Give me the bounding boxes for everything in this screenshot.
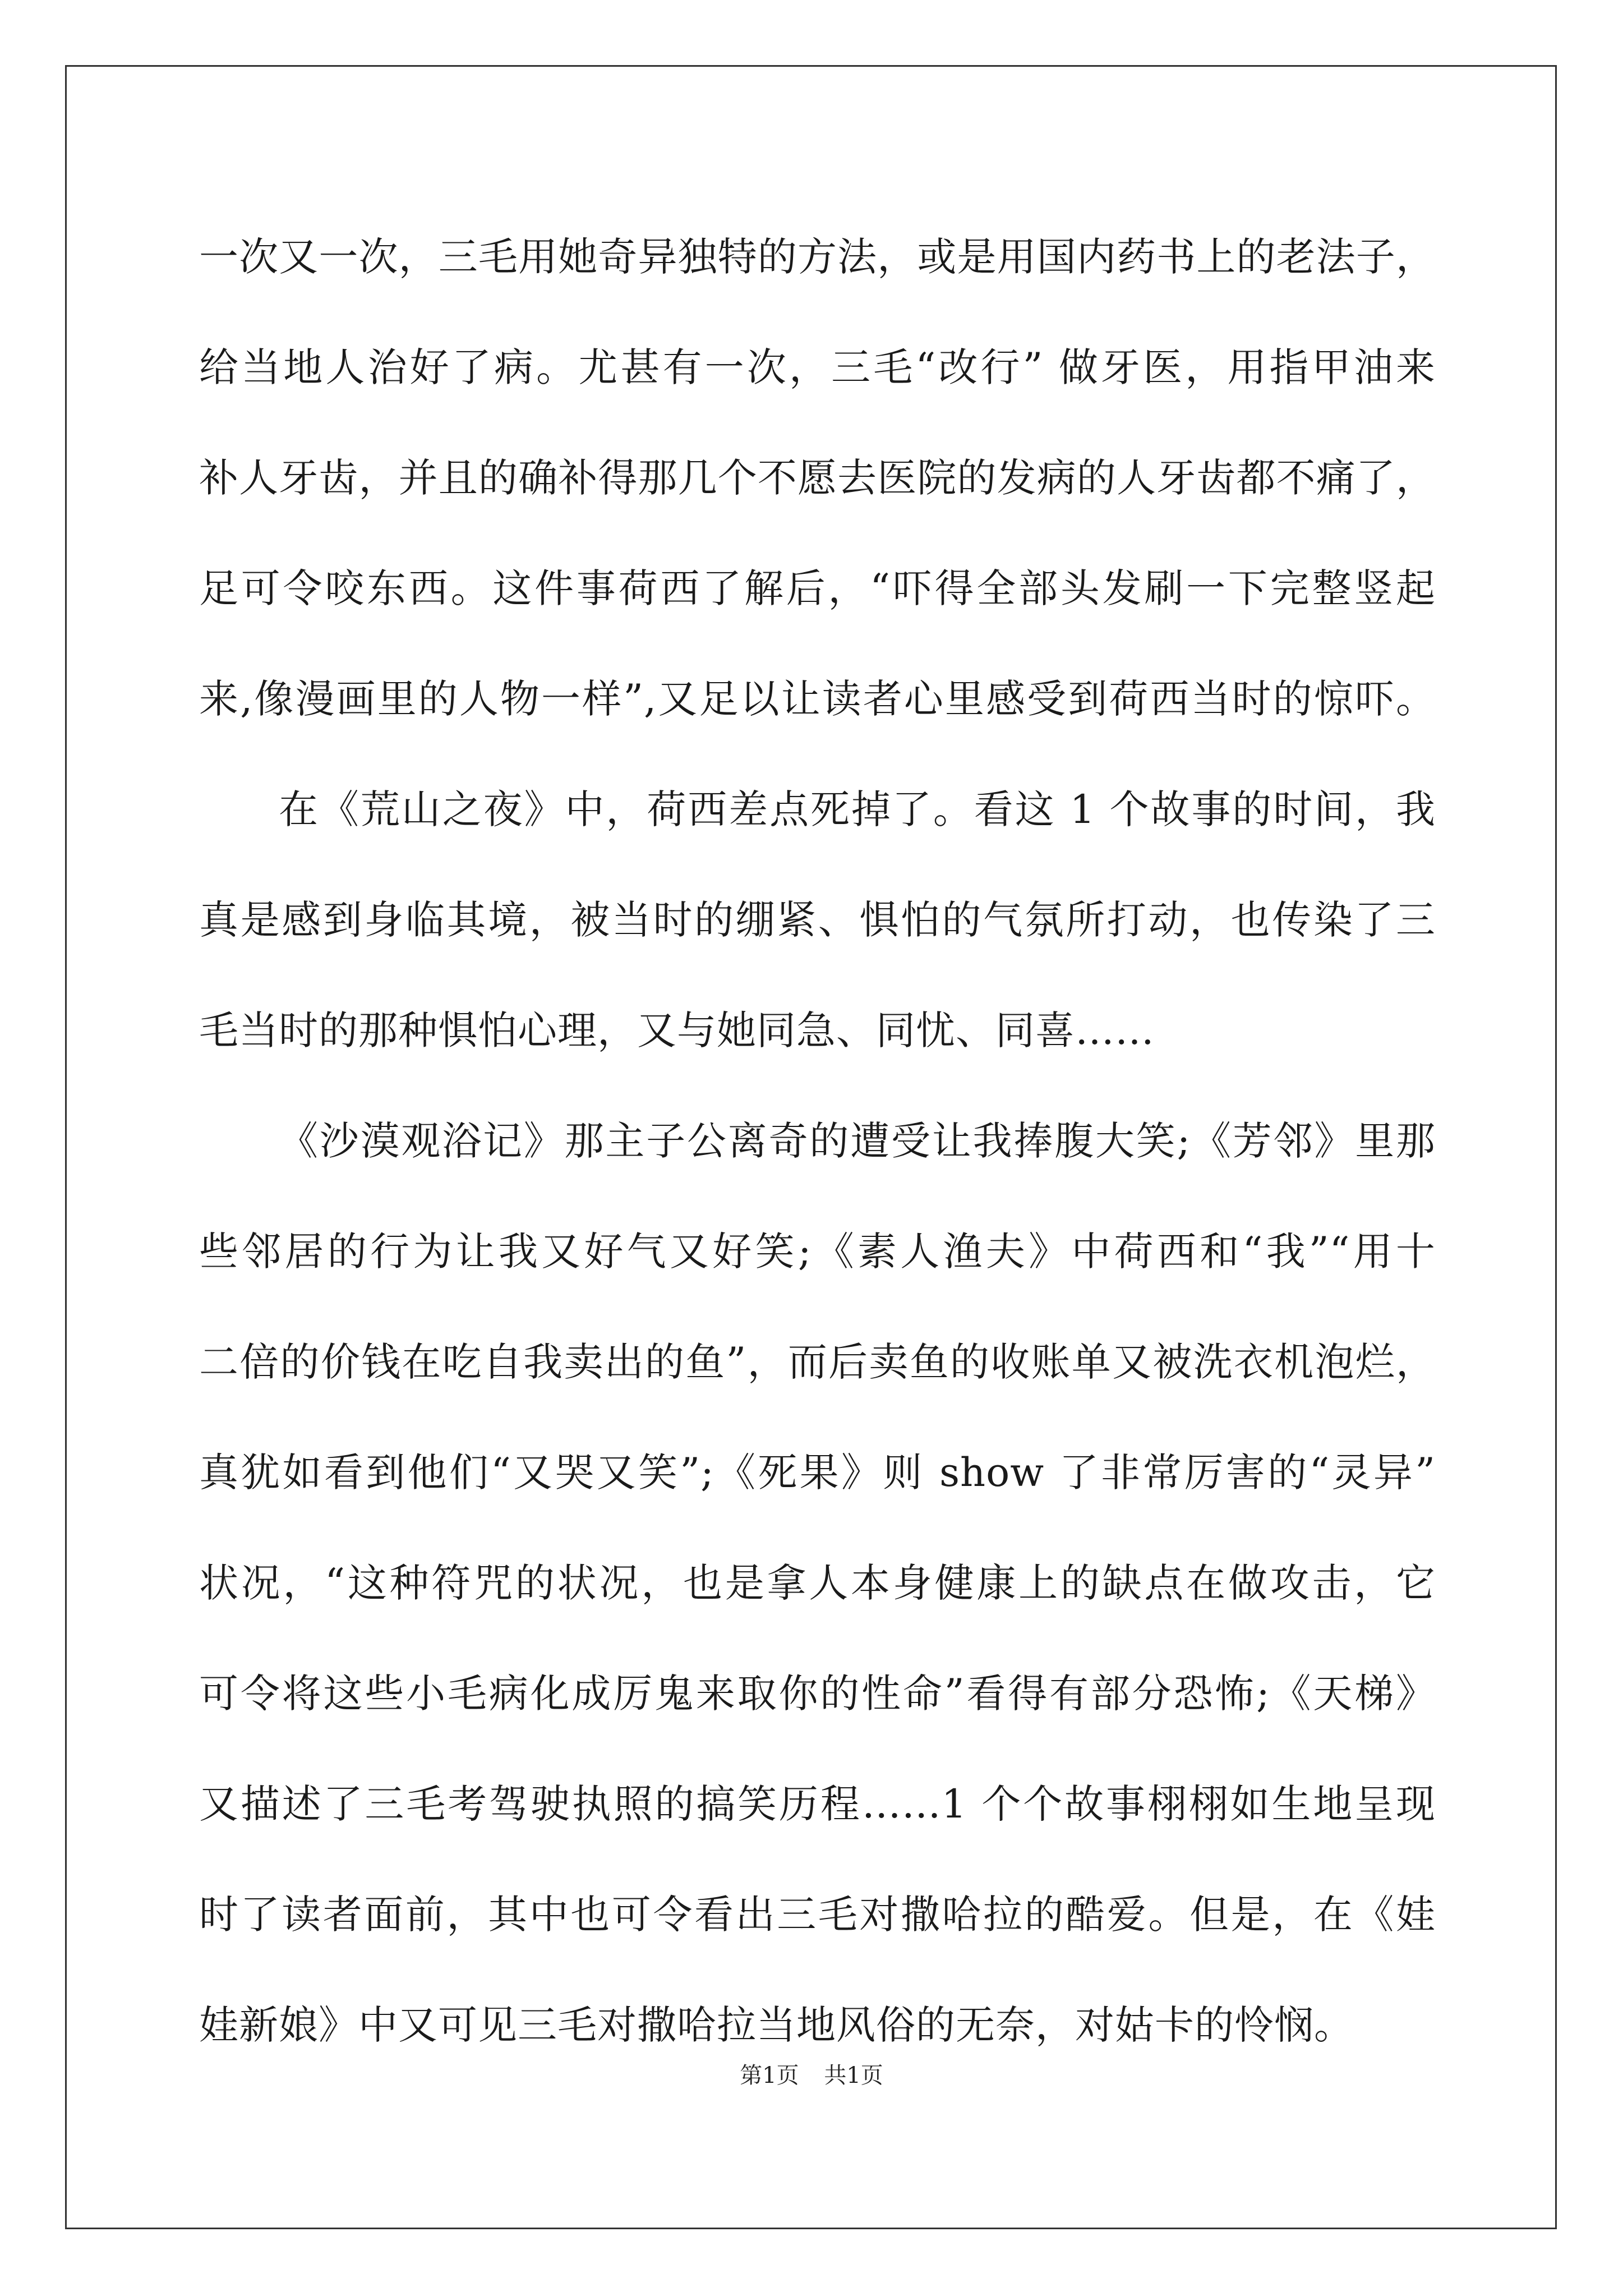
text-line: 真犹如看到他们“又哭又笑”;《死果》则 show 了非常厉害的“灵异” [199,1450,1436,1496]
paragraph-first-line: 《沙漠观浴记》那主子公离奇的遭受让我捧腹大笑;《芳邻》里那 [279,1118,1436,1164]
paragraph-last-line: 娃新娘》中又可见三毛对撒哈拉当地风俗的无奈，对姑卡的怜悯。 [199,2002,1354,2048]
text-line: 一次又一次，三毛用她奇异独特的方法，或是用国内药书上的老法子， [199,234,1436,280]
text-line: 来,像漫画里的人物一样”,又足以让读者心里感受到荷西当时的惊吓。 [199,676,1436,722]
text-line: 又描述了三毛考驾驶执照的搞笑历程……1 个个故事栩栩如生地呈现 [199,1781,1436,1827]
page-total: 共1页 [824,2063,883,2088]
text-line: 些邻居的行为让我又好气又好笑;《素人渔夫》中荷西和“我”“用十 [199,1228,1436,1274]
text-line: 给当地人治好了病。尤甚有一次，三毛“改行” 做牙医，用指甲油来 [199,344,1436,390]
text-line: 二倍的价钱在吃自我卖出的鱼”，而后卖鱼的收账单又被洗衣机泡烂， [199,1339,1436,1385]
text-line: 足可令咬东西。这件事荷西了解后，“吓得全部头发刷一下完整竖起 [199,565,1436,611]
page-number: 第1页 [740,2063,799,2088]
text-line: 补人牙齿，并且的确补得那几个不愿去医院的发病的人牙齿都不痛了， [199,455,1436,501]
page-footer [0,2059,1623,2092]
document-body [199,202,1436,2081]
paragraph-first-line: 在《荒山之夜》中，荷西差点死掉了。看这 1 个故事的时间，我 [279,786,1436,832]
paragraph-last-line: 毛当时的那种惧怕心理，又与她同急、同忧、同喜…… [199,1007,1155,1053]
text-line: 真是感到身临其境，被当时的绷紧、惧怕的气氛所打动，也传染了三 [199,897,1436,943]
text-line: 可令将这些小毛病化成厉鬼来取你的性命”看得有部分恐怖;《天梯》 [199,1671,1436,1717]
text-line: 状况，“这种符咒的状况，也是拿人本身健康上的缺点在做攻击，它 [199,1560,1436,1606]
text-line: 时了读者面前，其中也可令看出三毛对撒哈拉的酷爱。但是，在《娃 [199,1892,1436,1938]
